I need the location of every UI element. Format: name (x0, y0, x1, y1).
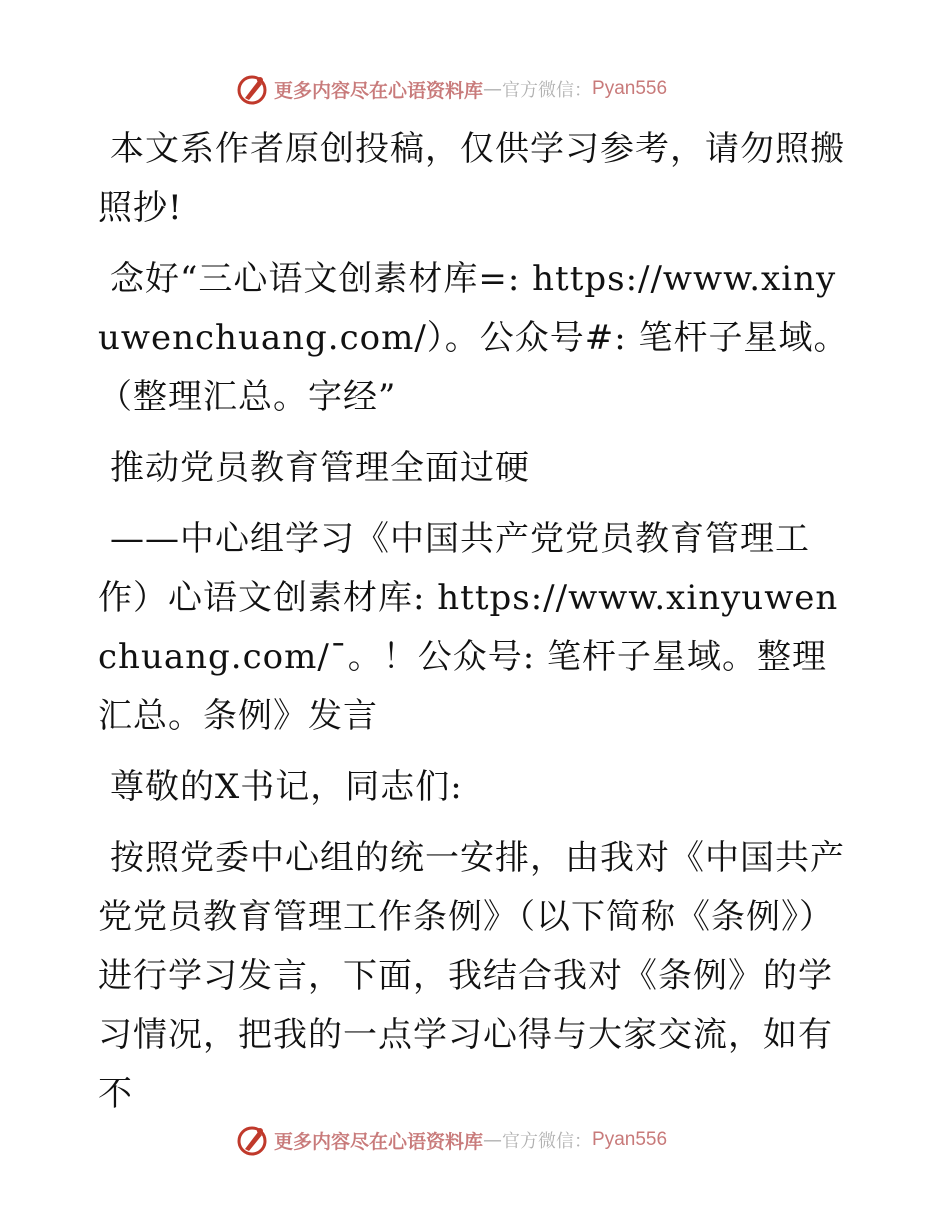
banner-separator: — (483, 1129, 503, 1151)
document-body (98, 120, 858, 1136)
paragraph-source-note: 念好“三心语文创素材库=: https://www.xinyuwenchuang.com/）。公众号#: 笔杆子星域。（整理汇总。字经” (98, 259, 849, 417)
paragraph-salutation: 尊敬的X书记，同志们: (110, 767, 463, 807)
banner-slogan: 更多内容尽在心语资料库 (274, 1130, 484, 1153)
pen-nib-circle-icon (236, 1123, 270, 1157)
document-title: 推动党员教育管理全面过硬 (110, 448, 530, 488)
paragraph-body: 按照党委中心组的统一安排，由我对《中国共产党党员教育管理工作条例》（以下简称《条例》）进行学习发言，下面，我结合我对《条例》的学习情况，把我的一点学习心得与大家交流，如有不 (98, 838, 845, 1114)
pen-nib-circle-icon (236, 72, 270, 106)
banner-contact-label: 官方微信： (502, 80, 593, 101)
banner-account: Pyan556 (592, 78, 668, 99)
banner-account: Pyan556 (592, 1129, 668, 1150)
banner-separator: — (483, 78, 503, 100)
paragraph-disclaimer: 本文系作者原创投稿，仅供学习参考，请勿照搬照抄! (98, 129, 845, 228)
header-banner (236, 72, 667, 106)
footer-banner (236, 1123, 667, 1157)
banner-slogan: 更多内容尽在心语资料库 (274, 79, 484, 102)
document-subtitle: ——中心组学习《中国共产党党员教育管理工作）心语文创素材库: https://www.xinyuwenchuang.com/¯。！公众号: 笔杆子星域。整理汇总。条例》发言 (98, 519, 839, 736)
banner-contact-label: 官方微信： (502, 1131, 593, 1152)
